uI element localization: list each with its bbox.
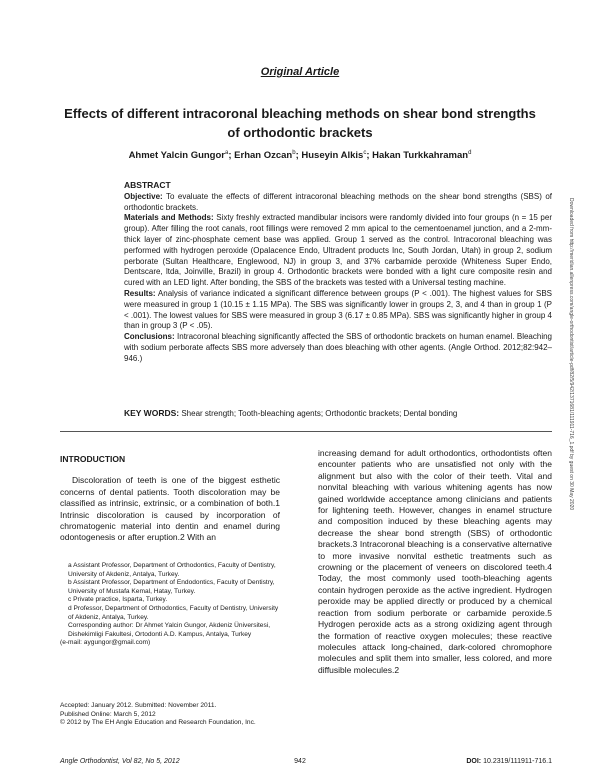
dates: Accepted: January 2012. Submitted: November 2011.	[60, 702, 217, 709]
affiliation-b: b Assistant Professor, Department of Endodontics, Faculty of Dentistry, University of Mustafa Kemal, Hatay, Turkey.	[68, 579, 275, 595]
author-name: Hakan Turkkahraman	[372, 150, 469, 162]
author-name: Ahmet Yalcin Gungor	[128, 150, 225, 162]
section-divider	[60, 431, 552, 432]
intro-paragraph: increasing demand for adult orthodontics, orthodontists often encounter patients who are unsatisfied not only with the alignment but also with the color of their teeth. Vital and nonvital bleaching with various whitening agents has now gained worldwide acceptance among clinicians and patients for lightening teeth. However, changes in enamel structure and composition induced by these bleaching agents may decrease the shear bond strength (SBS) of orthodontic brackets.3 Intracoronal bleaching is a conservative alternative to more invasive nonvital esthetic treatments such as crowning or the placement of veneers on discolored teeth.4 Today, the most commonly used tooth-bleaching agents contain hydrogen peroxide as the active ingredient. Hydrogen peroxide may be applied directly or produced by a chemical reaction from sodium perborate or carbamide peroxide.5 Hydrogen peroxide acts as a strong oxidizing agent through the formation of reactive oxygen molecules; these reactive molecules attack long-chained, dark-colored chromophore molecules and split them into smaller, less colored, and more diffusible molecules.2	[318, 448, 552, 675]
affiliation-d: d Professor, Department of Orthodontics, Faculty of Dentistry, University of Akdeniz, Antalya, Turkey.	[68, 604, 279, 621]
publication-meta	[60, 702, 280, 728]
abstract	[124, 180, 552, 365]
abstract-objective: Objective: To evaluate the effects of different intracoronal bleaching methods on the shear bond strengths (SBS) of orthodontic brackets.	[124, 191, 552, 212]
abstract-heading: ABSTRACT	[124, 180, 171, 190]
intro-left-column	[60, 454, 280, 544]
copyright: © 2012 by The EH Angle Education and Research Foundation, Inc.	[60, 719, 256, 727]
author-name: Erhan Ozcan	[234, 150, 293, 162]
download-watermark-text: Downloaded from http://meridian.allenpress.com/angle-orthodontist/article-pdf/82/5/942/1371681/111911-716_1.pdf by guest on 30 May 2020	[568, 198, 574, 511]
intro-right-column	[318, 448, 552, 676]
corresponding-email: (e-mail: aygungor@gmail.com)	[60, 639, 151, 647]
article-title: Effects of different intracoronal bleaching methods on shear bond strengths of orthodontic brackets	[64, 106, 536, 140]
footer-journal: Angle Orthodontist, Vol 82, No 5, 2012	[60, 758, 180, 765]
abstract-methods: Materials and Methods: Sixty freshly extracted mandibular incisors were randomly divided into four groups (n = 15 per group). After filling the root canals, root fillings were removed 2 mm apical to the cementoenamel junction, and a 2-mm-thick layer of zinc-phosphate cement base was applied. Group 1 served as the control. Intracoronal bleaching was performed with hydrogen peroxide (Opalacence Endo, Ultradent products Inc, South Jordan, Utah) in group 2, sodium perborate (Sultan Healthcare, Englewood, NJ) in group 3, and 37% carbamide peroxide (Whiteness Super Endo, Dentscare, ltda, Joinville, Brazil) in group 4. Orthodontic brackets were bonded with a light cure composite resin and cured with an LED light. After bonding, the SBS of the brackets was tested with a Universal testing machine.	[124, 213, 552, 288]
author-mark: c	[363, 150, 367, 156]
abstract-conclusions: Conclusions: Intracoronal bleaching significantly affected the SBS of orthodontic brackets on human enamel. Bleaching with sodium perborate affects SBS more adversely than does bleaching with other agents. (Angle Orthod. 2012;82:942–946.)	[124, 332, 552, 363]
author-mark: a	[225, 150, 229, 156]
published-online: Published Online: March 5, 2012	[60, 710, 156, 718]
keywords-label: KEY WORDS:	[124, 408, 180, 418]
author-list: Ahmet Yalcin Gungor$^a$; Erhan Ozcan$^b$; Huseyin Alkis$^c$; Hakan Turkkahraman$^d$	[128, 150, 472, 162]
download-watermark	[566, 198, 576, 528]
author-mark: b	[292, 150, 296, 156]
intro-paragraph: Discoloration of teeth is one of the biggest esthetic concerns of dental patients. Tooth discoloration may be classified as intrinsic, extrinsic, or a combination of both.1 Intrinsic discoloration is caused by incorporation of chromatogenic material into dentin and enamel during odontogenesis or after eruption.2 With an	[60, 475, 280, 543]
footer-page-number: 942	[294, 758, 306, 765]
author-name: Huseyin Alkis	[301, 150, 364, 162]
keywords	[124, 408, 552, 418]
affiliation-a: a Assistant Professor, Department of Orthodontics, Faculty of Dentistry, University of Akdeniz, Antalya, Turkey.	[68, 562, 276, 578]
footer-doi: DOI: 10.2319/111911-716.1	[466, 758, 552, 765]
corresponding-author: Corresponding author: Dr Ahmet Yalcin Gungor, Akdeniz Üniversitesi, Dishekimligi Fakultesi, Ortodonti A.D. Kampus, Antalya, Turkey	[68, 622, 271, 638]
section-label: Original Article	[260, 66, 340, 78]
affiliation-notes	[60, 562, 280, 648]
affiliation-c: c Private practice, Isparta, Turkey.	[68, 596, 168, 604]
intro-heading: INTRODUCTION	[60, 454, 126, 464]
keywords-text: Shear strength; Tooth-bleaching agents; Orthodontic brackets; Dental bonding	[181, 409, 458, 418]
author-mark: d	[468, 150, 472, 156]
abstract-results: Results: Analysis of variance indicated a significant difference between groups (P < .001). The highest values for SBS were measured in group 1 (10.15 ± 1.15 MPa). The SBS was significantly lower in groups 2, 3, and 4 than in group 1 (P < .001). The lowest values for SBS were measured in group 3 (6.17 ± 0.85 MPa). SBS was significantly higher in group 4 than in group 3 (P < .05).	[124, 288, 552, 331]
